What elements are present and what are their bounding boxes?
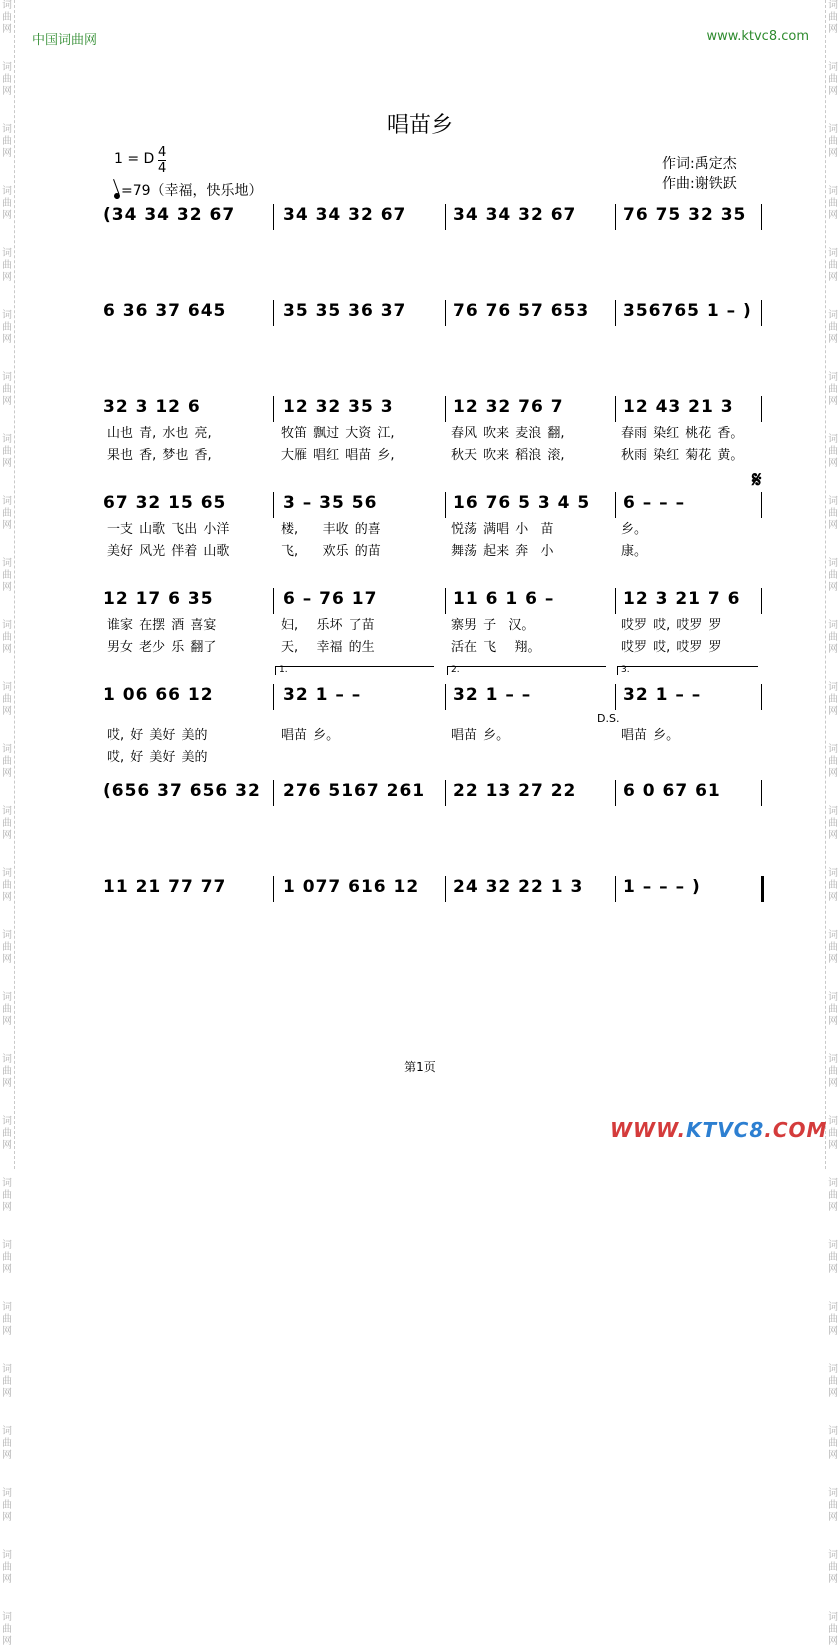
watermark-glyph: 曲 xyxy=(2,632,12,643)
watermark-glyph: 网 xyxy=(828,1574,838,1585)
barline xyxy=(761,876,764,902)
measure: 67 32 15 65 xyxy=(103,493,227,513)
watermark-glyph: 网 xyxy=(828,1016,838,1027)
watermark-glyph: 曲 xyxy=(2,880,12,891)
watermark-glyph: 曲 xyxy=(828,818,838,829)
watermark-glyph: 曲 xyxy=(828,322,838,333)
watermark-glyph: 词 xyxy=(2,0,12,11)
measure: 1 – – – ) xyxy=(623,877,701,897)
watermark-glyph: 曲 xyxy=(828,1252,838,1263)
watermark-glyph: 曲 xyxy=(2,1438,12,1449)
watermark-glyph: 网 xyxy=(828,892,838,903)
watermark-glyph: 网 xyxy=(828,1512,838,1523)
watermark-glyph: 曲 xyxy=(828,446,838,457)
watermark-glyph: 网 xyxy=(828,272,838,283)
quarter-note-icon xyxy=(113,192,121,200)
lyric-line-2: 哎罗 哎, 哎罗 罗 xyxy=(621,640,722,655)
watermark-glyph: 曲 xyxy=(2,1252,12,1263)
watermark-glyph: 曲 xyxy=(2,1624,12,1635)
measure: 276 5167 261 xyxy=(283,781,426,801)
watermark-glyph: 曲 xyxy=(828,756,838,767)
watermark-glyph: 词 xyxy=(828,1550,838,1561)
watermark-glyph: 曲 xyxy=(2,508,12,519)
barline xyxy=(445,780,446,806)
measure: 12 32 35 3 xyxy=(283,397,394,417)
site-name-left[interactable]: 中国词曲网 xyxy=(32,33,98,48)
score-row xyxy=(103,584,765,655)
watermark-glyph: 曲 xyxy=(2,384,12,395)
watermark-glyph: 词 xyxy=(2,558,12,569)
barline xyxy=(761,684,762,710)
watermark-glyph: 词 xyxy=(2,1302,12,1313)
watermark-glyph: 曲 xyxy=(2,1500,12,1511)
volta-bracket xyxy=(275,666,434,675)
watermark-glyph: 曲 xyxy=(828,1376,838,1387)
barline xyxy=(615,492,616,518)
watermark-glyph: 网 xyxy=(2,1016,12,1027)
watermark-glyph: 词 xyxy=(2,62,12,73)
watermark-glyph: 曲 xyxy=(2,1190,12,1201)
watermark-glyph: 曲 xyxy=(2,942,12,953)
measure: 11 21 77 77 xyxy=(103,877,227,897)
watermark-glyph: 网 xyxy=(828,1078,838,1089)
barline xyxy=(273,780,274,806)
score-row xyxy=(103,392,765,463)
watermark-glyph: 网 xyxy=(828,1388,838,1399)
watermark-glyph: 词 xyxy=(828,992,838,1003)
watermark-glyph: 网 xyxy=(2,458,12,469)
watermark-glyph: 词 xyxy=(828,1178,838,1189)
watermark-glyph: 网 xyxy=(2,768,12,779)
watermark-glyph: 词 xyxy=(2,1054,12,1065)
right-watermark-strip xyxy=(825,0,840,1647)
watermark-glyph: 网 xyxy=(2,1140,12,1151)
composer-credit: 作曲:谢铁跃 xyxy=(662,176,737,192)
watermark-glyph: 网 xyxy=(2,1574,12,1585)
barline xyxy=(445,876,446,902)
watermark-glyph: 词 xyxy=(2,1178,12,1189)
barline xyxy=(445,684,446,710)
volta-bracket xyxy=(447,666,606,675)
watermark-glyph: 曲 xyxy=(828,74,838,85)
barline xyxy=(445,300,446,326)
watermark-glyph: 网 xyxy=(2,1264,12,1275)
lyric-line-2: 康。 xyxy=(621,544,648,559)
watermark-glyph: 词 xyxy=(828,682,838,693)
measure: 76 75 32 35 xyxy=(623,205,747,225)
watermark-glyph: 词 xyxy=(2,620,12,631)
lyric-line-1: 哎, 好 美好 美的 xyxy=(107,728,208,743)
watermark-glyph: 词 xyxy=(828,744,838,755)
measure: (34 34 32 67 xyxy=(103,205,236,225)
measure: 32 1 – – xyxy=(283,685,362,705)
measure: 356765 1 – ) xyxy=(623,301,752,321)
lyric-line-2: 天, 幸福 的生 xyxy=(281,640,375,655)
measure: 34 34 32 67 xyxy=(283,205,407,225)
lyric-line-1: 山也 青, 水也 亮, xyxy=(107,426,212,441)
volta-label: 1. xyxy=(279,665,288,675)
watermark-glyph: 词 xyxy=(828,1364,838,1375)
watermark-glyph: 曲 xyxy=(828,136,838,147)
barline xyxy=(445,588,446,614)
measure: 16 76 5 3 4 5 xyxy=(453,493,591,513)
watermark-glyph: 网 xyxy=(828,396,838,407)
measure: 12 32 76 7 xyxy=(453,397,564,417)
barline xyxy=(615,300,616,326)
watermark-glyph: 网 xyxy=(828,830,838,841)
score-row xyxy=(103,665,765,765)
measure: 32 3 12 6 xyxy=(103,397,201,417)
lyric-line-2: 秋天 吹来 稻浪 滚, xyxy=(451,448,565,463)
barline xyxy=(761,300,762,326)
watermark-glyph: 网 xyxy=(2,1512,12,1523)
watermark-glyph: 曲 xyxy=(2,12,12,23)
watermark-glyph: 词 xyxy=(2,1426,12,1437)
watermark-glyph: 词 xyxy=(2,1550,12,1561)
measure: 6 0 67 61 xyxy=(623,781,721,801)
lyric-line-1: 谁家 在摆 酒 喜宴 xyxy=(107,618,217,633)
watermark-glyph: 网 xyxy=(828,1140,838,1151)
watermark-glyph: 词 xyxy=(828,372,838,383)
measure: 12 43 21 3 xyxy=(623,397,734,417)
lyric-line-1: 春风 吹来 麦浪 翻, xyxy=(451,426,565,441)
watermark-glyph: 曲 xyxy=(2,1376,12,1387)
watermark-glyph: 词 xyxy=(828,1612,838,1623)
watermark-glyph: 词 xyxy=(828,1488,838,1499)
measure: 24 32 22 1 3 xyxy=(453,877,584,897)
watermark-glyph: 曲 xyxy=(828,1066,838,1077)
lyric-line-1: 唱苗 乡。 xyxy=(621,728,680,743)
watermark-glyph: 词 xyxy=(828,496,838,507)
barline xyxy=(615,780,616,806)
watermark-glyph: 词 xyxy=(2,930,12,941)
lyric-line-1: 一支 山歌 飞出 小洋 xyxy=(107,522,230,537)
site-logo[interactable] xyxy=(610,1118,827,1142)
lyric-line-1: 春雨 染红 桃花 香。 xyxy=(621,426,744,441)
watermark-glyph: 曲 xyxy=(828,1500,838,1511)
barline xyxy=(615,204,616,230)
watermark-glyph: 网 xyxy=(2,520,12,531)
logo-part-3: .COM xyxy=(764,1118,828,1142)
watermark-glyph: 词 xyxy=(2,1364,12,1375)
watermark-glyph: 词 xyxy=(828,124,838,135)
watermark-glyph: 词 xyxy=(828,1054,838,1065)
barline xyxy=(273,300,274,326)
lyric-line-2: 活在 飞 翔。 xyxy=(451,640,541,655)
measure: 3 – 35 56 xyxy=(283,493,378,513)
watermark-glyph: 网 xyxy=(2,148,12,159)
lyric-line-1: 唱苗 乡。 xyxy=(451,728,510,743)
barline xyxy=(761,492,762,518)
volta-label: 3. xyxy=(621,665,630,675)
watermark-glyph: 词 xyxy=(2,1240,12,1251)
watermark-glyph: 词 xyxy=(828,1302,838,1313)
watermark-glyph: 曲 xyxy=(828,694,838,705)
watermark-glyph: 曲 xyxy=(2,136,12,147)
measure: 35 35 36 37 xyxy=(283,301,407,321)
watermark-glyph: 曲 xyxy=(828,1190,838,1201)
barline xyxy=(761,780,762,806)
watermark-glyph: 网 xyxy=(2,1636,12,1647)
watermark-glyph: 词 xyxy=(2,124,12,135)
time-signature-top: 4 xyxy=(158,145,167,160)
watermark-glyph: 词 xyxy=(828,558,838,569)
watermark-glyph: 网 xyxy=(828,768,838,779)
barline xyxy=(445,396,446,422)
watermark-glyph: 网 xyxy=(828,1202,838,1213)
measure: (656 37 656 32 xyxy=(103,781,261,801)
watermark-glyph: 曲 xyxy=(828,12,838,23)
watermark-glyph: 词 xyxy=(828,1116,838,1127)
watermark-glyph: 曲 xyxy=(2,74,12,85)
lyric-line-2: 果也 香, 梦也 香, xyxy=(107,448,212,463)
lyric-line-1: 哎罗 哎, 哎罗 罗 xyxy=(621,618,722,633)
watermark-glyph: 网 xyxy=(828,334,838,345)
watermark-glyph: 网 xyxy=(2,644,12,655)
barline xyxy=(273,204,274,230)
barline xyxy=(615,876,616,902)
barline xyxy=(273,492,274,518)
watermark-glyph: 网 xyxy=(828,1264,838,1275)
tempo-text: =79（幸福，快乐地） xyxy=(121,183,263,199)
watermark-glyph: 词 xyxy=(2,992,12,1003)
volta-bracket xyxy=(617,666,758,675)
score-row xyxy=(103,488,765,559)
measure: 22 13 27 22 xyxy=(453,781,577,801)
watermark-glyph: 词 xyxy=(828,930,838,941)
score-row xyxy=(103,200,765,246)
watermark-glyph: 网 xyxy=(828,1450,838,1461)
barline xyxy=(273,588,274,614)
watermark-glyph: 网 xyxy=(828,520,838,531)
measure: 76 76 57 653 xyxy=(453,301,590,321)
watermark-glyph: 曲 xyxy=(828,260,838,271)
lyric-line-1: 乡。 xyxy=(621,522,648,537)
watermark-glyph: 曲 xyxy=(828,1128,838,1139)
watermark-glyph: 网 xyxy=(2,210,12,221)
barline xyxy=(445,492,446,518)
watermark-glyph: 网 xyxy=(2,1078,12,1089)
lyric-line-1: 唱苗 乡。 xyxy=(281,728,340,743)
measure: 12 3 21 7 6 xyxy=(623,589,741,609)
watermark-glyph: 曲 xyxy=(2,1128,12,1139)
key-signature: 1 = D xyxy=(114,151,155,167)
volta-label: 2. xyxy=(451,665,460,675)
measure: 34 34 32 67 xyxy=(453,205,577,225)
watermark-glyph: 词 xyxy=(2,434,12,445)
watermark-glyph: 曲 xyxy=(2,260,12,271)
watermark-glyph: 词 xyxy=(828,0,838,11)
watermark-glyph: 网 xyxy=(828,1326,838,1337)
watermark-glyph: 网 xyxy=(2,24,12,35)
watermark-glyph: 网 xyxy=(2,1450,12,1461)
logo-part-2: KTVC8 xyxy=(686,1118,765,1142)
watermark-glyph: 网 xyxy=(2,334,12,345)
watermark-glyph: 网 xyxy=(2,892,12,903)
watermark-glyph: 曲 xyxy=(828,384,838,395)
measure: 6 – 76 17 xyxy=(283,589,378,609)
measure: 6 36 37 645 xyxy=(103,301,227,321)
watermark-glyph: 网 xyxy=(2,1326,12,1337)
watermark-glyph: 曲 xyxy=(828,1562,838,1573)
watermark-glyph: 词 xyxy=(828,186,838,197)
page-number: 第1页 xyxy=(404,1060,436,1074)
lyric-line-2: 秋雨 染红 菊花 黄。 xyxy=(621,448,744,463)
measure: 1 06 66 12 xyxy=(103,685,214,705)
watermark-glyph: 曲 xyxy=(828,1314,838,1325)
watermark-glyph: 网 xyxy=(2,954,12,965)
lyric-line-2: 男女 老少 乐 翻了 xyxy=(107,640,217,655)
watermark-glyph: 曲 xyxy=(2,446,12,457)
watermark-glyph: 词 xyxy=(828,868,838,879)
time-signature-bottom: 4 xyxy=(158,161,167,176)
watermark-glyph: 网 xyxy=(828,458,838,469)
lyric-line-1: 妇, 乐坏 了苗 xyxy=(281,618,375,633)
watermark-glyph: 网 xyxy=(828,210,838,221)
watermark-glyph: 网 xyxy=(2,582,12,593)
measure: 6 – – – xyxy=(623,493,686,513)
measure: 32 1 – – xyxy=(453,685,532,705)
watermark-glyph: 词 xyxy=(2,1612,12,1623)
time-signature xyxy=(158,145,166,176)
dal-segno-mark: D.S. xyxy=(597,712,620,725)
watermark-glyph: 网 xyxy=(2,706,12,717)
watermark-glyph: 词 xyxy=(828,620,838,631)
watermark-glyph: 网 xyxy=(828,1636,838,1647)
measure: 11 6 1 6 – xyxy=(453,589,555,609)
lyric-line-2: 舞荡 起来 奔 小 xyxy=(451,544,554,559)
watermark-glyph: 曲 xyxy=(2,1562,12,1573)
watermark-glyph: 网 xyxy=(2,830,12,841)
left-watermark-strip xyxy=(0,0,15,1647)
watermark-glyph: 曲 xyxy=(2,818,12,829)
watermark-glyph: 曲 xyxy=(828,570,838,581)
watermark-glyph: 曲 xyxy=(828,1004,838,1015)
measure: 12 17 6 35 xyxy=(103,589,214,609)
watermark-glyph: 词 xyxy=(828,62,838,73)
watermark-glyph: 曲 xyxy=(2,198,12,209)
barline xyxy=(761,396,762,422)
watermark-glyph: 曲 xyxy=(828,1438,838,1449)
watermark-glyph: 网 xyxy=(828,24,838,35)
barline xyxy=(615,588,616,614)
lyric-line-2: 大雁 唱红 唱苗 乡, xyxy=(281,448,395,463)
watermark-glyph: 词 xyxy=(2,186,12,197)
lyric-line-1: 悦荡 满唱 小 苗 xyxy=(451,522,554,537)
lyric-line-2: 美好 风光 伴着 山歌 xyxy=(107,544,230,559)
watermark-glyph: 曲 xyxy=(2,1066,12,1077)
watermark-glyph: 曲 xyxy=(2,1314,12,1325)
watermark-glyph: 词 xyxy=(2,868,12,879)
logo-part-1: WWW. xyxy=(610,1118,687,1142)
watermark-glyph: 词 xyxy=(828,1240,838,1251)
watermark-glyph: 词 xyxy=(2,310,12,321)
score-row xyxy=(103,776,765,822)
watermark-glyph: 词 xyxy=(828,310,838,321)
watermark-glyph: 词 xyxy=(2,496,12,507)
barline xyxy=(273,876,274,902)
barline xyxy=(445,204,446,230)
watermark-glyph: 词 xyxy=(2,682,12,693)
site-url-right[interactable]: www.ktvc8.com xyxy=(706,29,809,44)
watermark-glyph: 曲 xyxy=(828,632,838,643)
watermark-glyph: 曲 xyxy=(828,1624,838,1635)
lyric-line-1: 楼, 丰收 的喜 xyxy=(281,522,381,537)
measure: 1 077 616 12 xyxy=(283,877,420,897)
barline xyxy=(615,684,616,710)
barline xyxy=(761,588,762,614)
watermark-glyph: 词 xyxy=(2,1488,12,1499)
barline xyxy=(615,396,616,422)
watermark-glyph: 词 xyxy=(828,248,838,259)
watermark-glyph: 曲 xyxy=(2,322,12,333)
tempo-marking xyxy=(114,180,263,200)
lyric-line-2: 哎, 好 美好 美的 xyxy=(107,750,208,765)
watermark-glyph: 网 xyxy=(2,1388,12,1399)
watermark-glyph: 词 xyxy=(2,806,12,817)
watermark-glyph: 曲 xyxy=(828,942,838,953)
watermark-glyph: 网 xyxy=(828,644,838,655)
barline xyxy=(273,684,274,710)
watermark-glyph: 词 xyxy=(2,1116,12,1127)
lyric-line-1: 寨男 子 汉。 xyxy=(451,618,535,633)
watermark-glyph: 网 xyxy=(828,706,838,717)
watermark-glyph: 词 xyxy=(2,744,12,755)
segno-icon: 𝄋 xyxy=(752,468,762,493)
watermark-glyph: 网 xyxy=(2,86,12,97)
watermark-glyph: 网 xyxy=(828,954,838,965)
watermark-glyph: 词 xyxy=(828,1426,838,1437)
song-title: 唱苗乡 xyxy=(386,113,453,138)
watermark-glyph: 词 xyxy=(2,372,12,383)
watermark-glyph: 曲 xyxy=(828,880,838,891)
watermark-glyph: 词 xyxy=(828,806,838,817)
barline xyxy=(273,396,274,422)
watermark-glyph: 网 xyxy=(2,1202,12,1213)
watermark-glyph: 词 xyxy=(2,248,12,259)
measure: 32 1 – – xyxy=(623,685,702,705)
watermark-glyph: 网 xyxy=(828,582,838,593)
watermark-glyph: 曲 xyxy=(2,1004,12,1015)
score-row xyxy=(103,296,765,342)
barline xyxy=(761,204,762,230)
watermark-glyph: 曲 xyxy=(828,198,838,209)
watermark-glyph: 曲 xyxy=(2,570,12,581)
watermark-glyph: 曲 xyxy=(2,756,12,767)
watermark-glyph: 网 xyxy=(2,272,12,283)
score-row xyxy=(103,872,765,918)
lyric-line-2: 飞, 欢乐 的苗 xyxy=(281,544,381,559)
watermark-glyph: 曲 xyxy=(2,694,12,705)
watermark-glyph: 词 xyxy=(828,434,838,445)
lyricist-credit: 作词:禹定杰 xyxy=(662,156,737,172)
watermark-glyph: 网 xyxy=(2,396,12,407)
watermark-glyph: 曲 xyxy=(828,508,838,519)
watermark-glyph: 网 xyxy=(828,86,838,97)
lyric-line-1: 牧笛 飘过 大资 江, xyxy=(281,426,395,441)
watermark-glyph: 网 xyxy=(828,148,838,159)
